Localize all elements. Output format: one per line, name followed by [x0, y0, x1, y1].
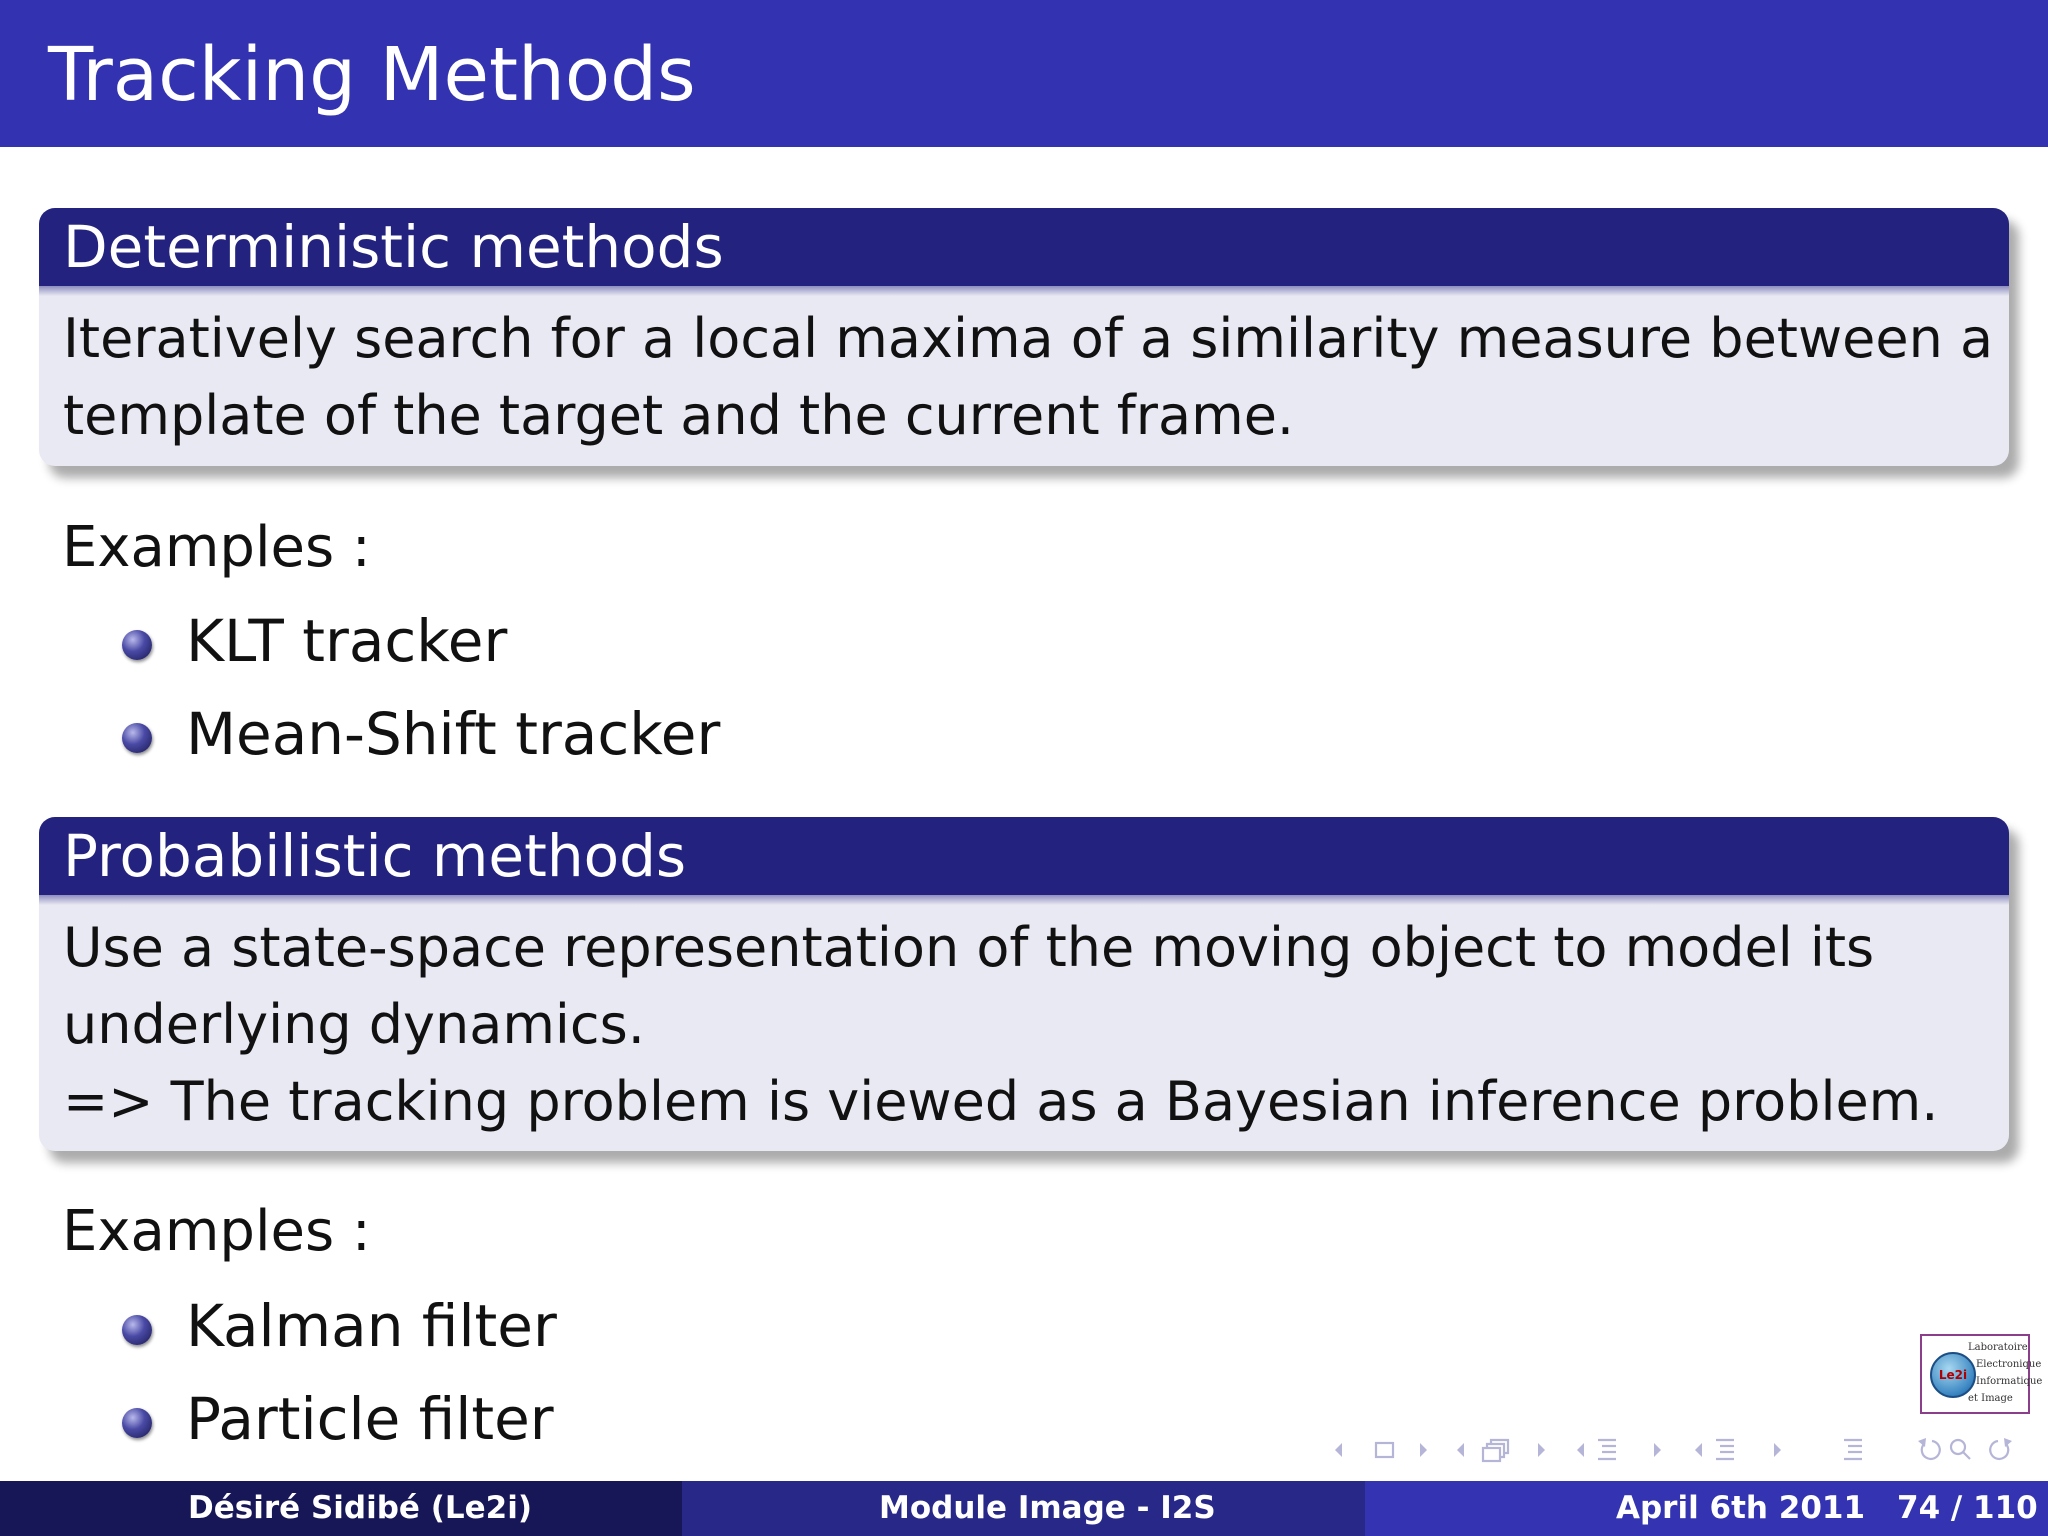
block-text-line: Use a state-space representation of the moving object to model its [63, 916, 1875, 979]
examples-label: Examples : [62, 1199, 371, 1264]
block-text-line: template of the target and the current frame. [63, 384, 1295, 447]
frame-title: Tracking Methods [48, 32, 696, 118]
le2i-logo [1920, 1334, 2043, 1414]
bullet-icon [122, 630, 152, 660]
presentation-icon[interactable] [1716, 1440, 1734, 1459]
navigation-symbols [1328, 1432, 2028, 1468]
logo-badge: Le2i [1930, 1352, 1976, 1398]
nav-right-arrow-icon[interactable] [1538, 1443, 1545, 1457]
block-text-line: => The tracking problem is viewed as a Bayesian inference problem. [63, 1070, 1939, 1133]
deterministic-methods-block [39, 208, 2009, 466]
list-item-label: Mean-Shift tracker [186, 700, 721, 768]
list-item-label: KLT tracker [186, 607, 508, 675]
bullet-icon [122, 1315, 152, 1345]
frame-title-bar [0, 0, 2048, 147]
footer-date: April 6th 2011 [1616, 1490, 1866, 1526]
nav-right-arrow-icon[interactable] [1774, 1443, 1781, 1457]
logo-line: Laboratoire [1968, 1342, 2028, 1353]
block-body [39, 895, 2009, 1140]
footer-course: Module Image - I2S [879, 1490, 1216, 1526]
outline-icon[interactable] [1844, 1440, 1862, 1459]
block-title: Probabilistic methods [63, 822, 687, 890]
nav-right-arrow-icon[interactable] [1420, 1443, 1427, 1457]
bullet-icon [122, 1408, 152, 1438]
logo-line: Informatique [1976, 1376, 2043, 1387]
probabilistic-methods-block [39, 817, 2009, 1151]
block-text-line: Iteratively search for a local maxima of a similarity measure between a [63, 307, 1994, 370]
footer-date-segment [1365, 1481, 2048, 1536]
footer-author: Désiré Sidibé (Le2i) [188, 1490, 533, 1526]
undo-icon[interactable] [1918, 1438, 1940, 1459]
logo-line: Electronique [1976, 1359, 2042, 1370]
bullet-icon [122, 723, 152, 753]
nav-left-arrow-icon[interactable] [1695, 1443, 1702, 1457]
nav-left-arrow-icon[interactable] [1577, 1443, 1584, 1457]
block-body [39, 286, 2009, 454]
page-number: 74 / 110 [1897, 1490, 2038, 1526]
logo-line: et Image [1968, 1393, 2013, 1404]
footer-course-segment [682, 1481, 1365, 1536]
block-title: Deterministic methods [63, 213, 724, 281]
nav-right-arrow-icon[interactable] [1654, 1443, 1661, 1457]
nav-left-arrow-icon[interactable] [1457, 1443, 1464, 1457]
nav-symbols-svg [1328, 1432, 2028, 1468]
examples-label: Examples : [62, 515, 371, 580]
list-item-label: Kalman filter [186, 1292, 557, 1360]
search-icon[interactable] [1951, 1440, 1970, 1459]
nav-left-arrow-icon[interactable] [1335, 1443, 1342, 1457]
list-item-label: Particle filter [186, 1385, 554, 1453]
block-text-line: underlying dynamics. [63, 993, 645, 1056]
footer-author-segment [0, 1481, 682, 1536]
redo-icon[interactable] [1990, 1438, 2012, 1459]
logo-text [1968, 1339, 2043, 1407]
block-header [39, 817, 2009, 895]
section-icon[interactable] [1598, 1440, 1616, 1459]
subsection-icon[interactable] [1483, 1440, 1508, 1461]
block-header [39, 208, 2009, 286]
footer [0, 1481, 2048, 1536]
frame-icon[interactable] [1376, 1443, 1393, 1457]
